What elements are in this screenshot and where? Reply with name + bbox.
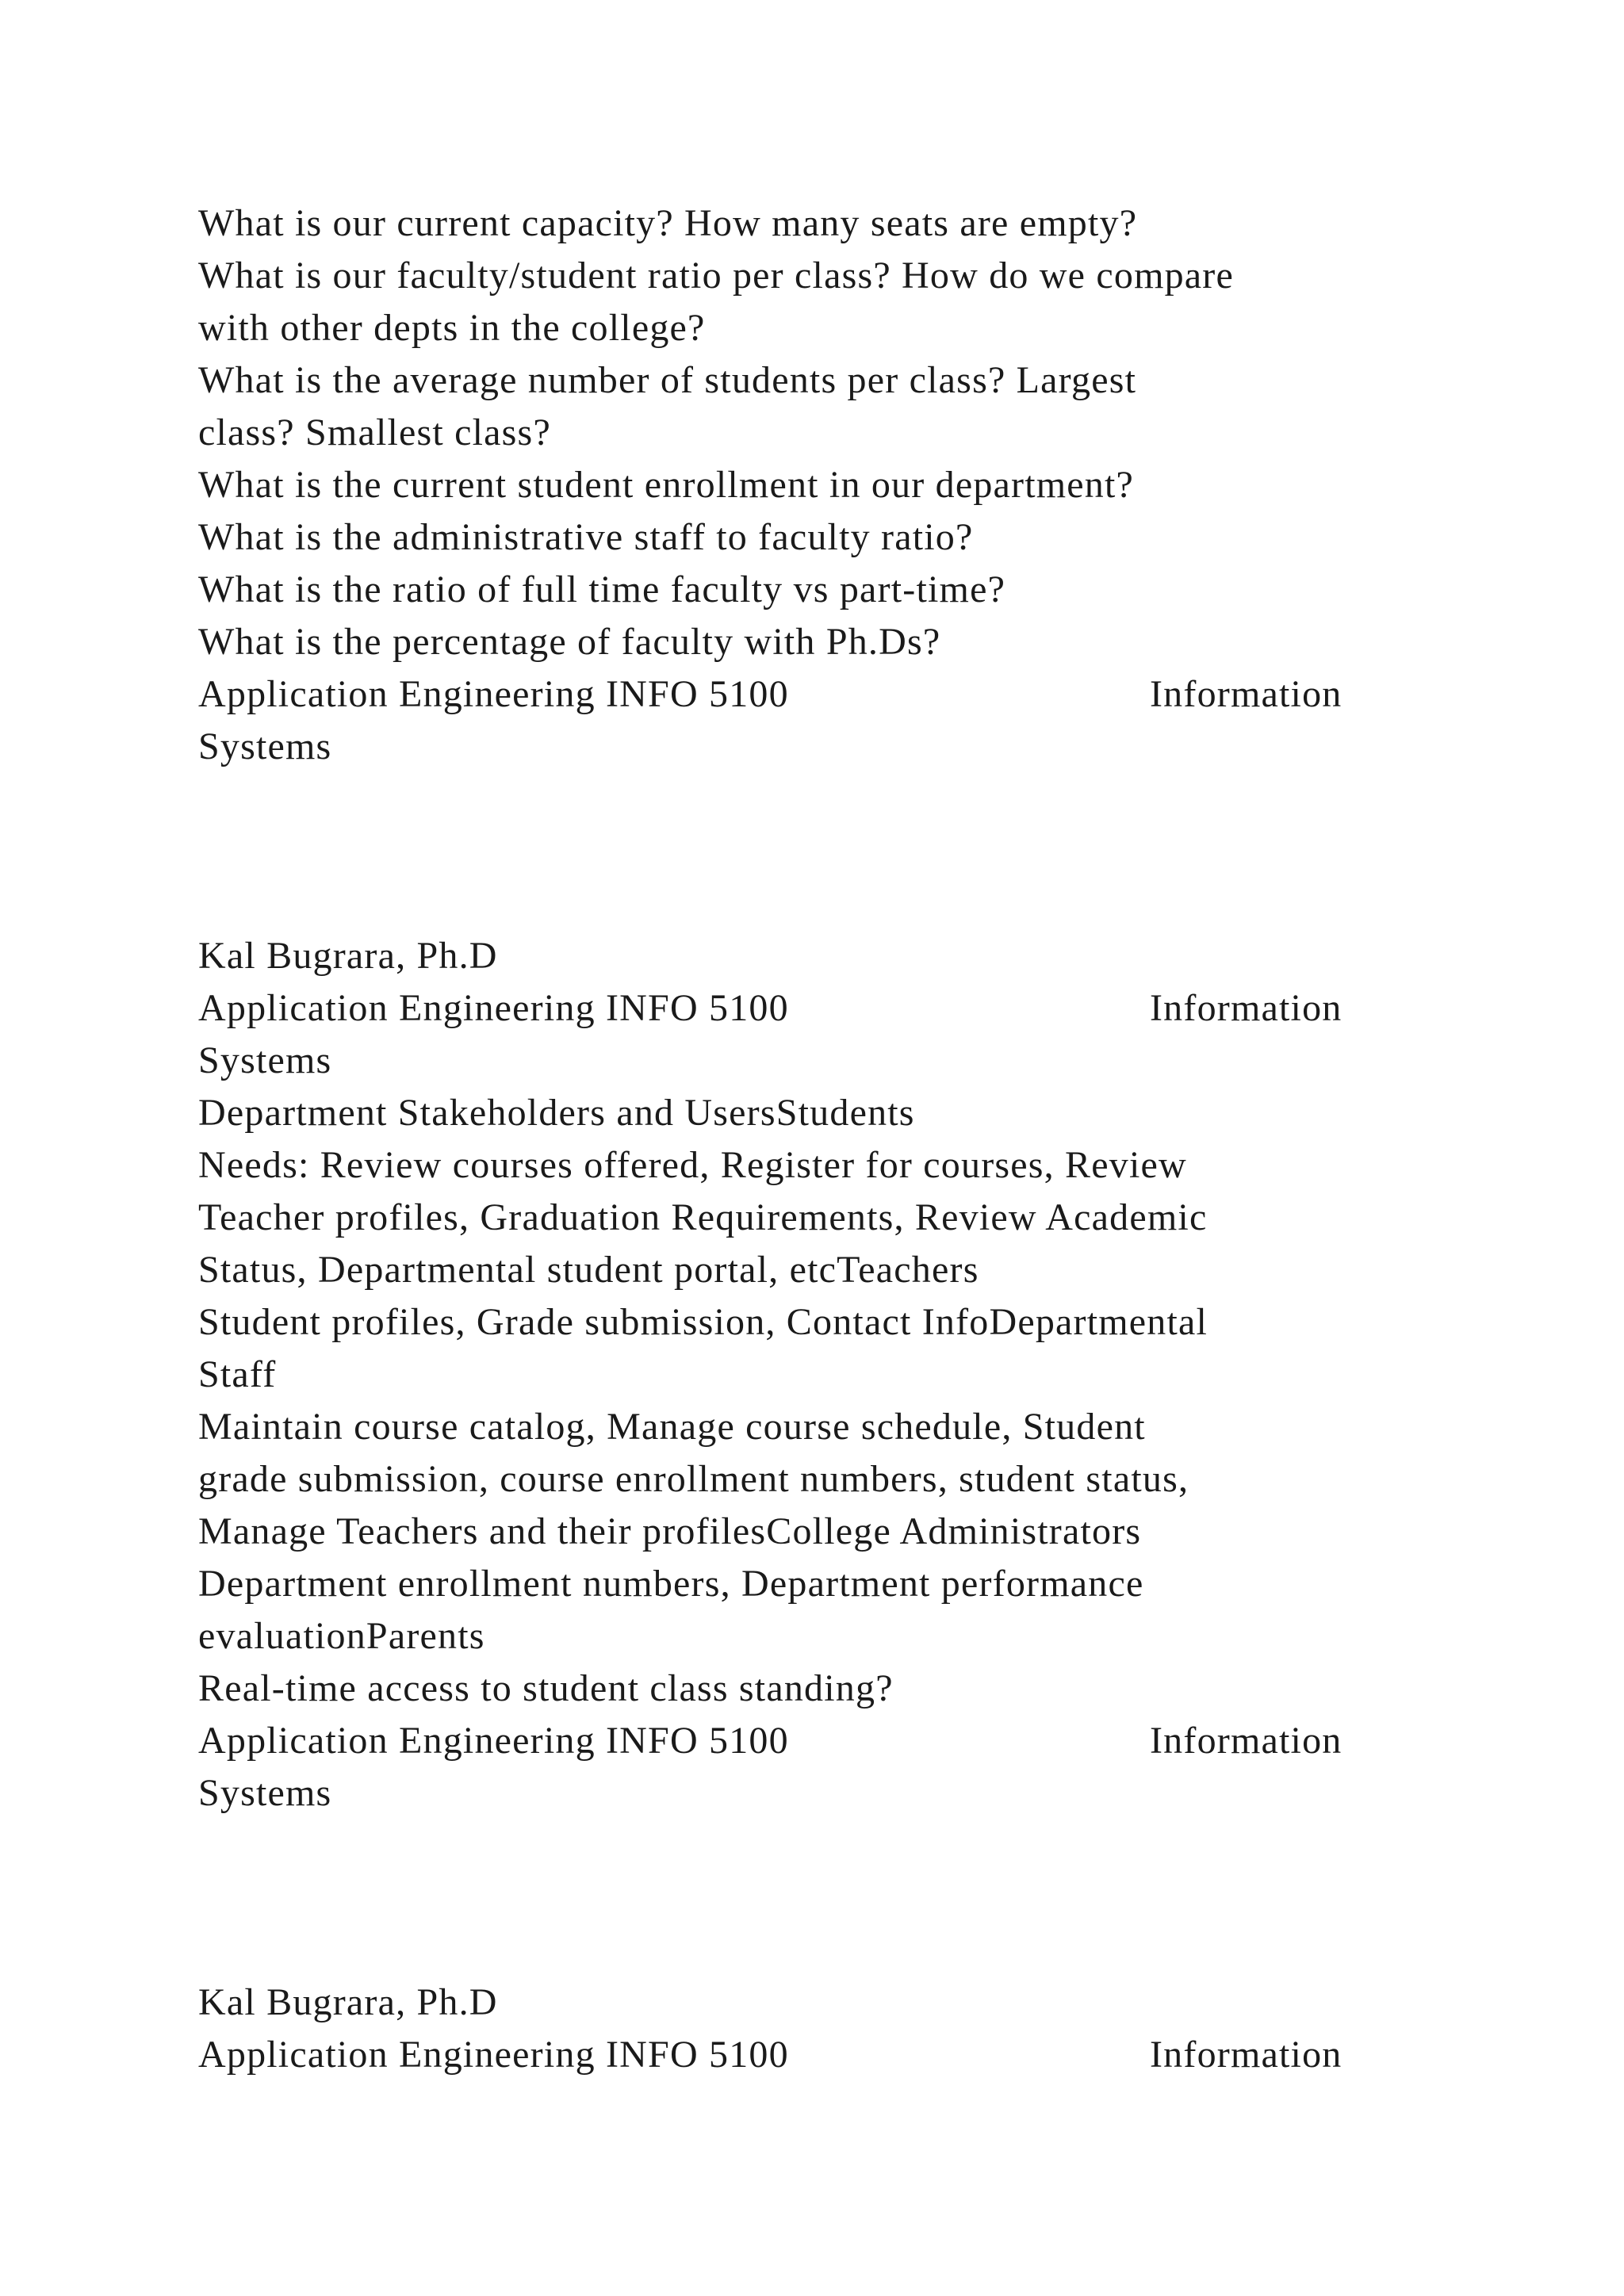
stakeholder-line: Department enrollment numbers, Department performance bbox=[198, 1563, 1144, 1605]
question-line: What is our current capacity? How many seats are empty? bbox=[198, 202, 1138, 244]
stakeholder-line: Real-time access to student class standing? bbox=[198, 1667, 894, 1709]
stakeholder-line: Status, Departmental student portal, etcTeachers bbox=[198, 1249, 979, 1291]
course-footer-wrap: Systems bbox=[198, 1772, 332, 1814]
question-line: with other depts in the college? bbox=[198, 307, 706, 349]
stakeholder-line: evaluationParents bbox=[198, 1615, 485, 1657]
question-line: class? Smallest class? bbox=[198, 411, 551, 453]
course-header-left: Application Engineering INFO 5100 bbox=[198, 987, 789, 1029]
course-header-right: Information bbox=[1150, 2034, 1342, 2076]
course-footer-right: Information bbox=[1150, 673, 1342, 715]
question-line: What is the ratio of full time faculty vs part-time? bbox=[198, 568, 1006, 610]
stakeholder-line: Manage Teachers and their profilesCollege Administrators bbox=[198, 1510, 1142, 1552]
author-name: Kal Bugrara, Ph.D bbox=[198, 1981, 498, 2023]
course-header-left: Application Engineering INFO 5100 bbox=[198, 2034, 789, 2076]
stakeholder-line: Maintain course catalog, Manage course schedule, Student bbox=[198, 1406, 1146, 1448]
stakeholder-line: Needs: Review courses offered, Register for courses, Review bbox=[198, 1144, 1187, 1186]
question-line: What is our faculty/student ratio per class? How do we compare bbox=[198, 254, 1234, 297]
course-footer-right: Information bbox=[1150, 1720, 1342, 1762]
stakeholder-line: Teacher profiles, Graduation Requirements, Review Academic bbox=[198, 1196, 1208, 1238]
stakeholder-line: grade submission, course enrollment numbers, student status, bbox=[198, 1458, 1189, 1500]
question-line: What is the current student enrollment in our department? bbox=[198, 464, 1135, 506]
stakeholder-line: Staff bbox=[198, 1353, 277, 1395]
question-line: What is the average number of students per class? Largest bbox=[198, 359, 1137, 401]
course-footer-left: Application Engineering INFO 5100 bbox=[198, 673, 789, 715]
question-line: What is the administrative staff to faculty ratio? bbox=[198, 516, 974, 558]
stakeholder-line: Department Stakeholders and UsersStudents bbox=[198, 1092, 915, 1134]
course-header-wrap: Systems bbox=[198, 1039, 332, 1081]
course-footer-wrap: Systems bbox=[198, 725, 332, 767]
stakeholder-line: Student profiles, Grade submission, Contact InfoDepartmental bbox=[198, 1301, 1208, 1343]
author-name: Kal Bugrara, Ph.D bbox=[198, 935, 498, 977]
course-footer-left: Application Engineering INFO 5100 bbox=[198, 1720, 789, 1762]
course-header-right: Information bbox=[1150, 987, 1342, 1029]
question-line: What is the percentage of faculty with Ph.Ds? bbox=[198, 621, 941, 663]
